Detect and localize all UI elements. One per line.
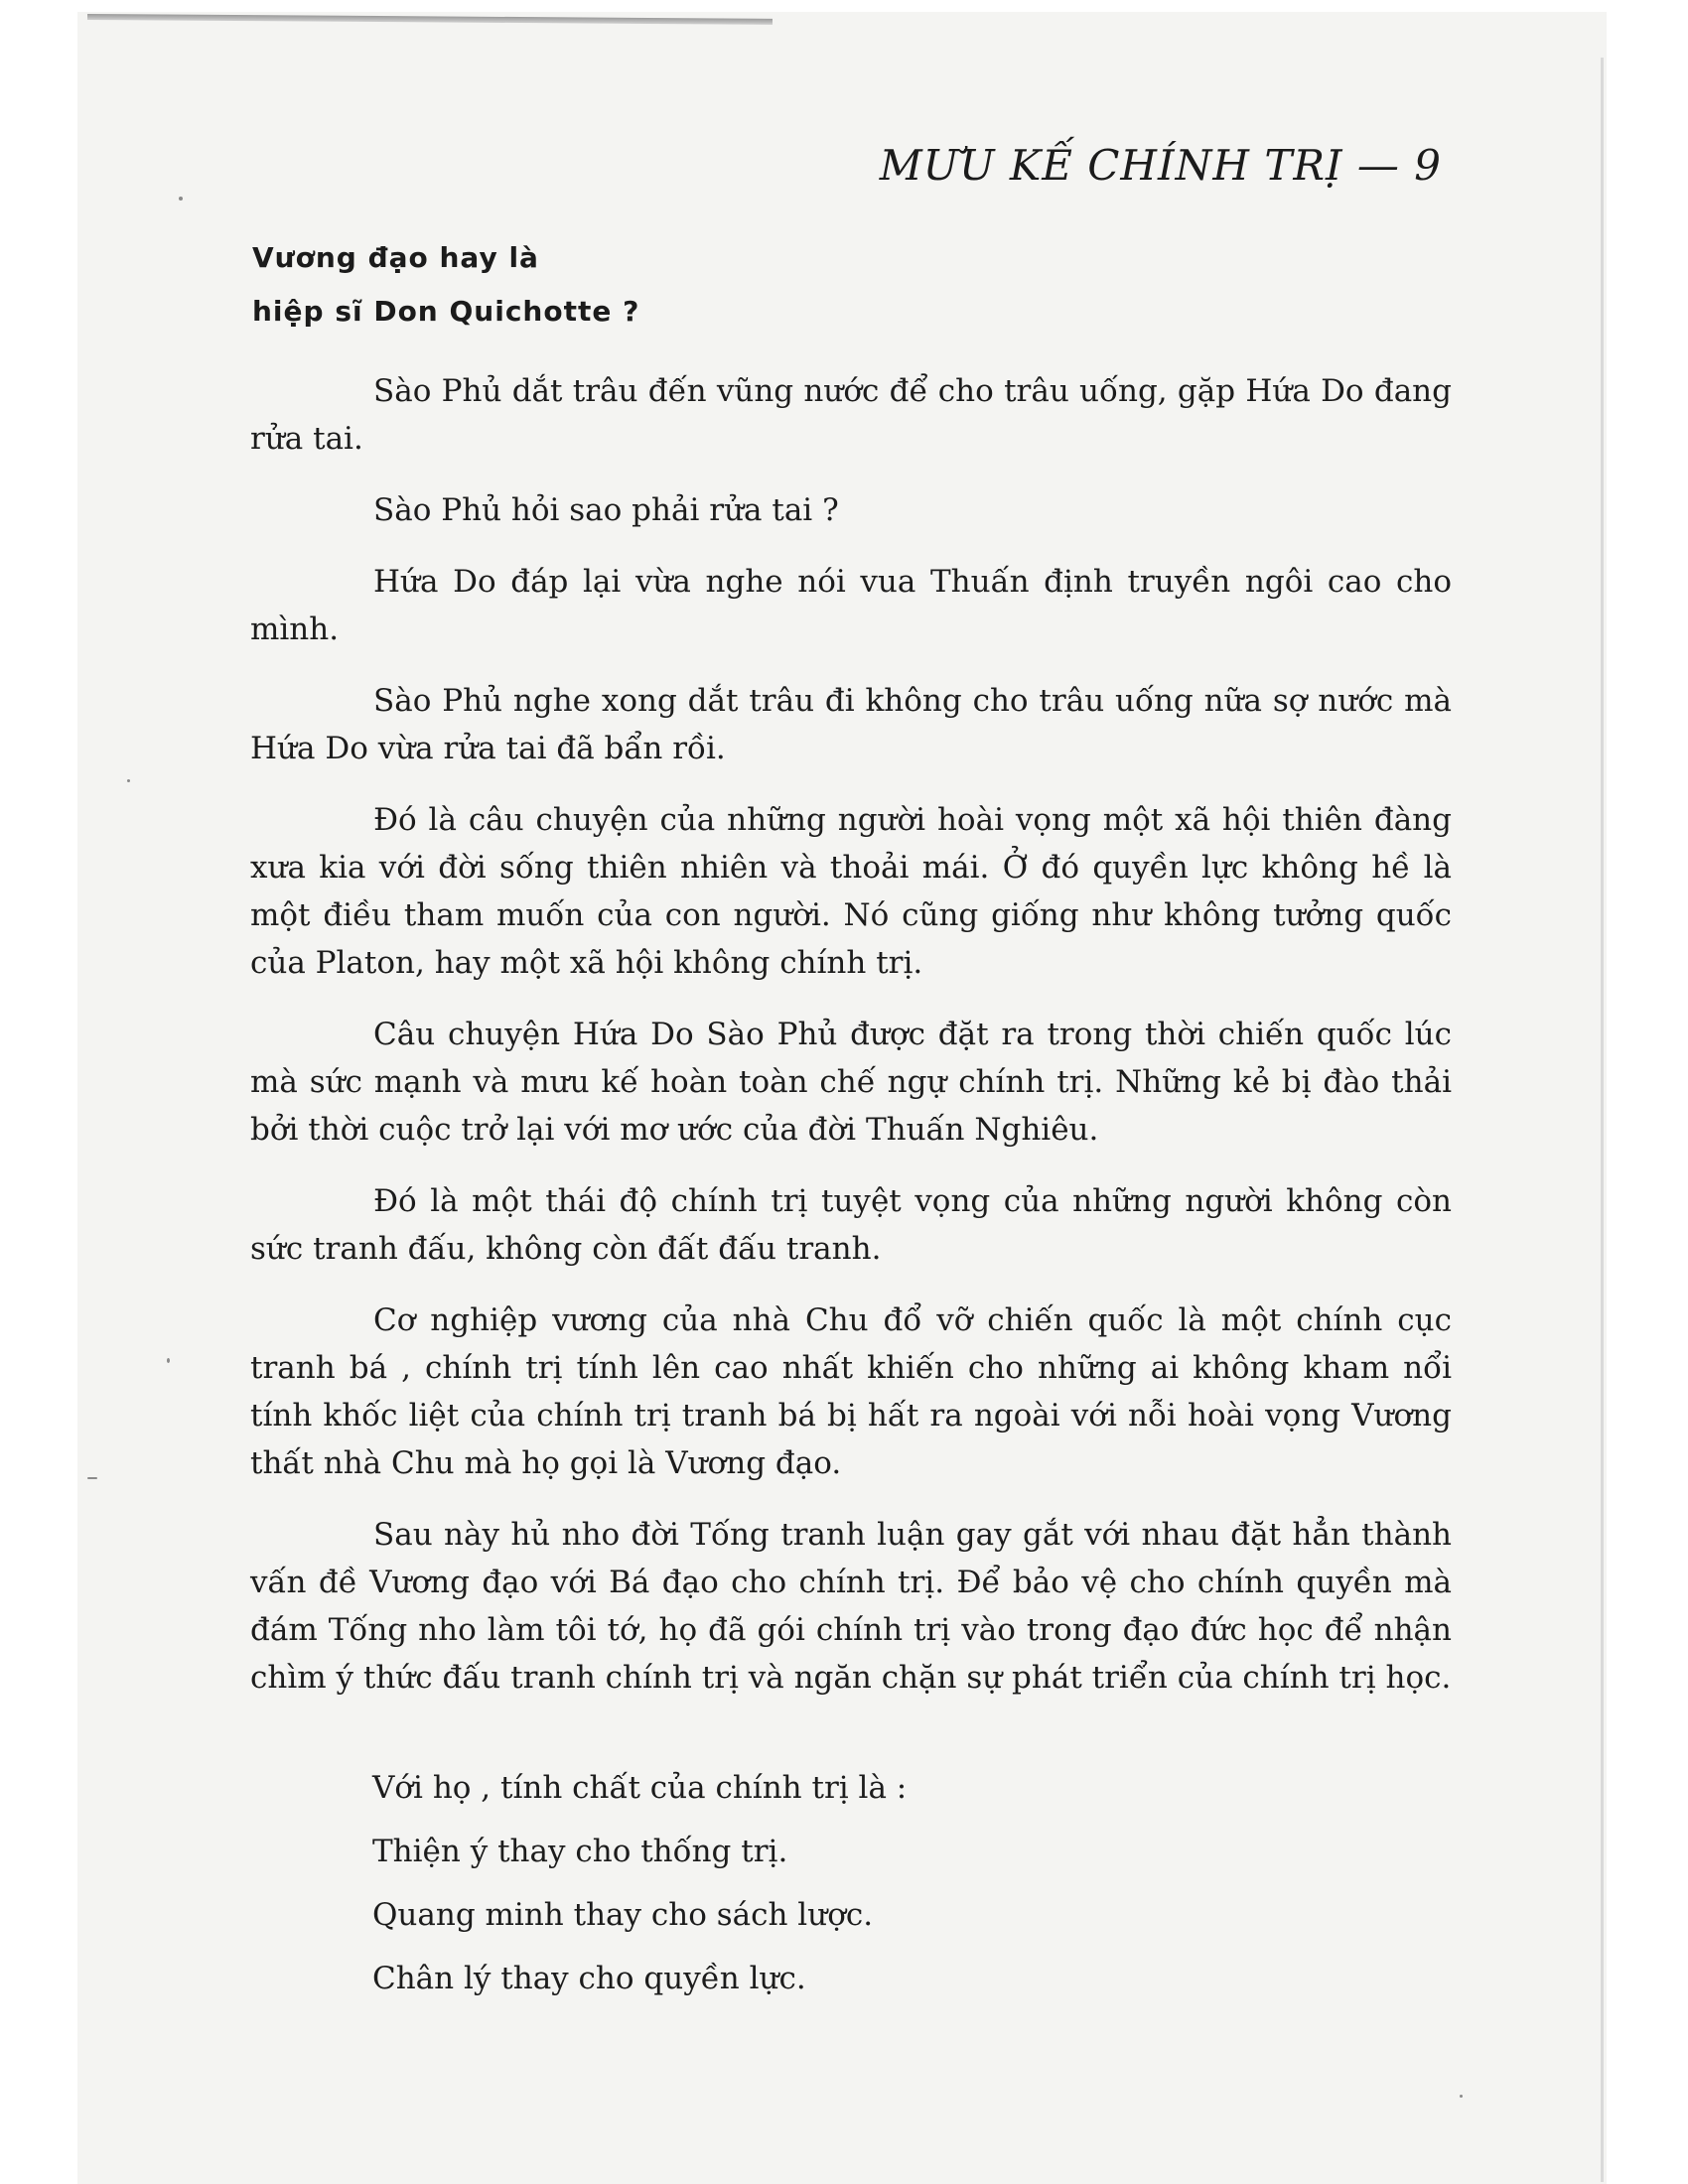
paragraph: Hứa Do đáp lại vừa nghe nói vua Thuấn định truyền ngôi cao cho mình. bbox=[250, 564, 1452, 647]
paragraph: Đó là câu chuyện của những người hoài vọng một xã hội thiên đàng xưa kia với đời sống thiên nhiên và thoải mái. Ở đó quyền lực không hề là một điều tham muốn của con người. Nó cũng giống như không tưởng quốc của Platon, hay một xã hội không chính trị. bbox=[250, 802, 1452, 981]
paragraph: Sào Phủ dắt trâu đến vũng nước để cho trâu uống, gặp Hứa Do đang rửa tai. bbox=[250, 373, 1452, 457]
scan-speck bbox=[179, 197, 183, 201]
scan-speck bbox=[87, 1477, 97, 1479]
list-item: Quang minh thay cho sách lược. bbox=[372, 1897, 874, 1933]
running-header: MƯU KẾ CHÍNH TRỊ — 9 bbox=[879, 141, 1442, 190]
scan-edge-right bbox=[1601, 58, 1604, 2182]
scan-speck bbox=[1460, 2095, 1463, 2098]
paragraph: Sào Phủ nghe xong dắt trâu đi không cho trâu uống nữa sợ nước mà Hứa Do vừa rửa tai đã bẩn rồi. bbox=[250, 683, 1452, 766]
paragraph: Sào Phủ hỏi sao phải rửa tai ? bbox=[373, 492, 839, 528]
list-item: Chân lý thay cho quyền lực. bbox=[372, 1961, 806, 1996]
section-title-line-2: hiệp sĩ Don Quichotte ? bbox=[252, 295, 640, 328]
paragraph: Đó là một thái độ chính trị tuyệt vọng của những người không còn sức tranh đấu, không còn đất đấu tranh. bbox=[250, 1183, 1452, 1267]
paragraph: Cơ nghiệp vương của nhà Chu đổ vỡ chiến quốc là một chính cục tranh bá , chính trị tính lên cao nhất khiến cho những ai không kham nổi tính khốc liệt của chính trị tranh bá bị hất ra ngoài với nỗi hoài vọng Vương thất nhà Chu mà họ gọi là Vương đạo. bbox=[250, 1302, 1452, 1481]
scan-speck bbox=[127, 779, 130, 782]
scan-speck bbox=[167, 1358, 170, 1363]
paragraph: Câu chuyện Hứa Do Sào Phủ được đặt ra trong thời chiến quốc lúc mà sức mạnh và mưu kế hoàn toàn chế ngự chính trị. Những kẻ bị đào thải bởi thời cuộc trở lại với mơ ước của đời Thuấn Nghiêu. bbox=[250, 1017, 1452, 1148]
list-intro: Với họ , tính chất của chính trị là : bbox=[372, 1770, 908, 1806]
body-text bbox=[250, 367, 1452, 1725]
paragraph: Sau này hủ nho đời Tống tranh luận gay gắt với nhau đặt hẳn thành vấn đề Vương đạo với Bá đạo cho chính trị. Để bảo vệ cho chính quyền mà đám Tống nho làm tôi tớ, họ đã gói chính trị vào trong đạo đức học để nhận chìm ý thức đấu tranh chính trị và ngăn chặn sự phát triển của chính trị học. bbox=[250, 1517, 1452, 1696]
section-title-line-1: Vương đạo hay là bbox=[252, 241, 539, 274]
list-item: Thiện ý thay cho thống trị. bbox=[372, 1834, 788, 1869]
